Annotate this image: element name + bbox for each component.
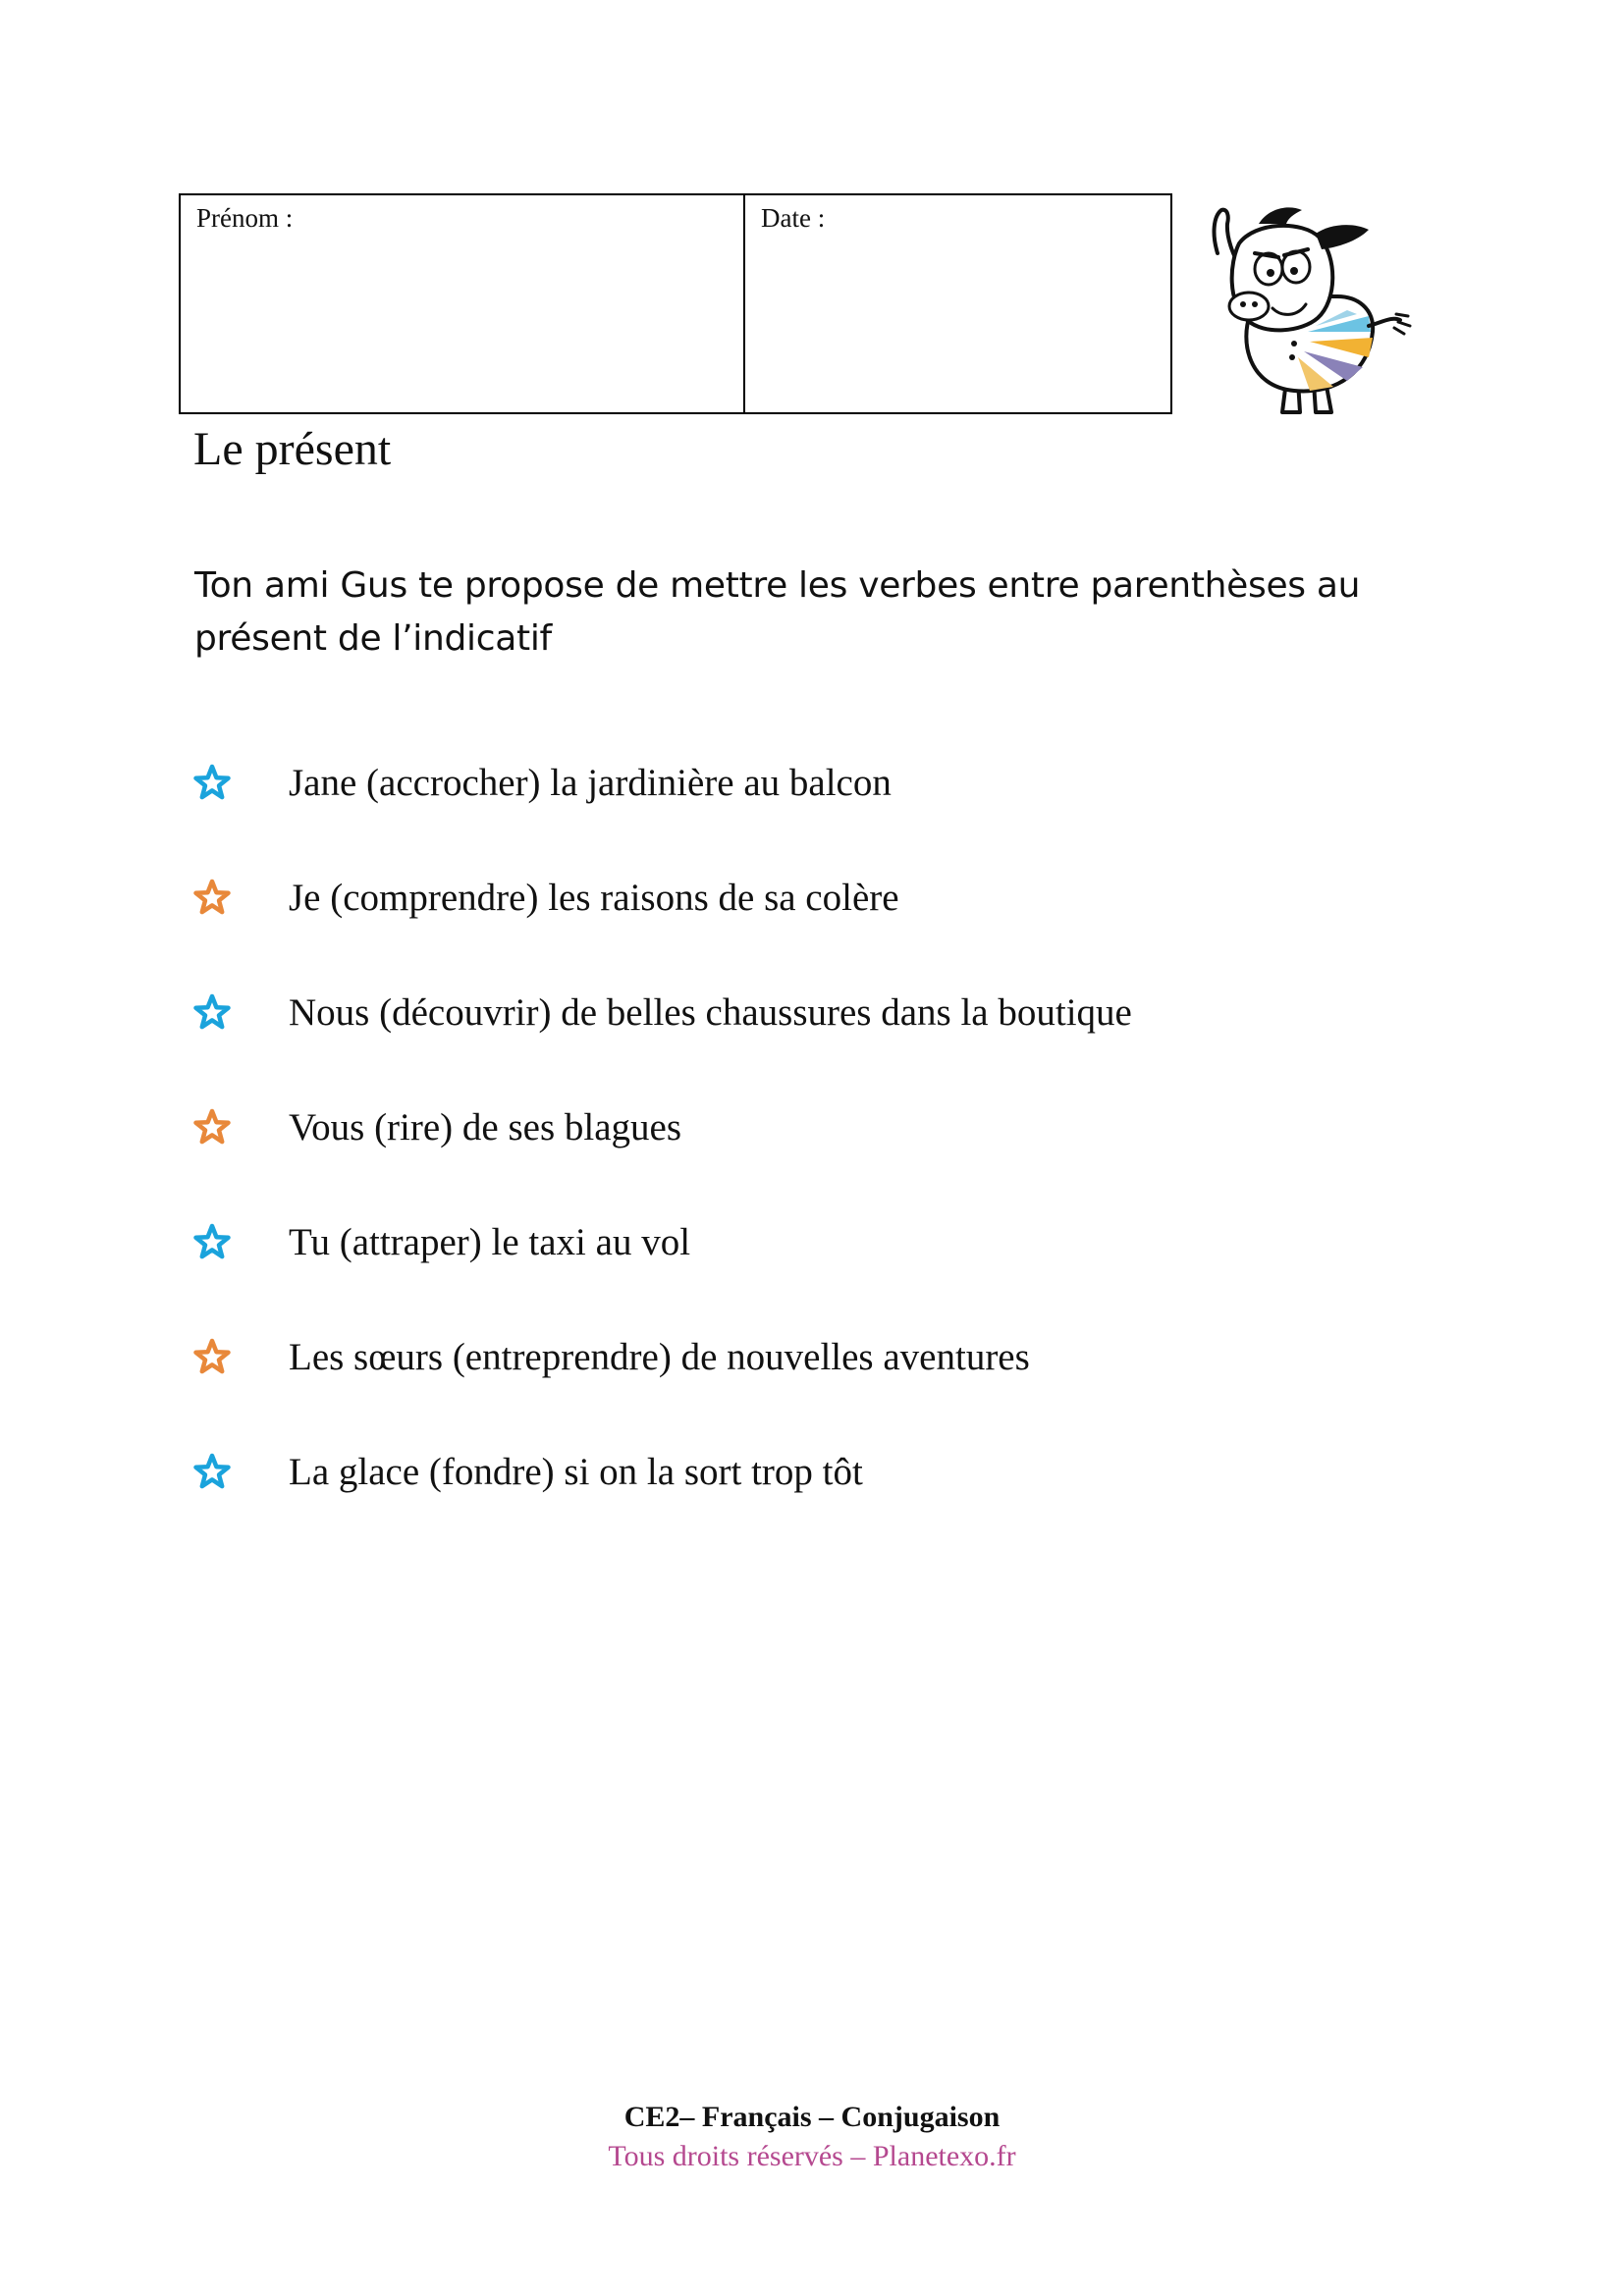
sentence-text: Jane (accrocher) la jardinière au balcon [289,762,892,804]
footer-copyright: Tous droits réservés – Planetexo.fr [608,2140,1016,2172]
star-icon [192,879,232,918]
sentence-text: La glace (fondre) si on la sort trop tôt [289,1451,863,1493]
student-info-table [179,193,1172,414]
date-cell[interactable] [745,195,1170,412]
page-title: Le présent [193,423,392,475]
star-icon [192,1453,232,1492]
name-cell[interactable] [181,195,745,412]
name-label: Prénom : [196,203,294,233]
list-item [192,871,1132,986]
sentence-text: Je (comprendre) les raisons de sa colère [289,877,899,919]
list-item [192,1445,1132,1560]
star-icon [192,1338,232,1377]
sheep-mascot-icon [1200,194,1416,420]
list-item [192,1330,1132,1445]
exercise-instruction: Ton ami Gus te propose de mettre les verbes entre parenthèses au présent de l’indicatif [194,565,1361,659]
list-item [192,1215,1132,1330]
star-icon [192,1223,232,1262]
sentence-list [192,756,1132,1560]
list-item [192,986,1132,1100]
star-icon [192,764,232,803]
footer-subject: CE2– Français – Conjugaison [623,2101,1001,2133]
sentence-text: Nous (découvrir) de belles chaussures dans la boutique [289,991,1132,1034]
sentence-text: Vous (rire) de ses blagues [289,1106,682,1148]
list-item [192,1100,1132,1215]
list-item [192,756,1132,871]
star-icon [192,993,232,1033]
star-icon [192,1108,232,1148]
date-label: Date : [761,203,826,233]
sentence-text: Les sœurs (entreprendre) de nouvelles aventures [289,1336,1030,1378]
sentence-text: Tu (attraper) le taxi au vol [289,1221,691,1263]
